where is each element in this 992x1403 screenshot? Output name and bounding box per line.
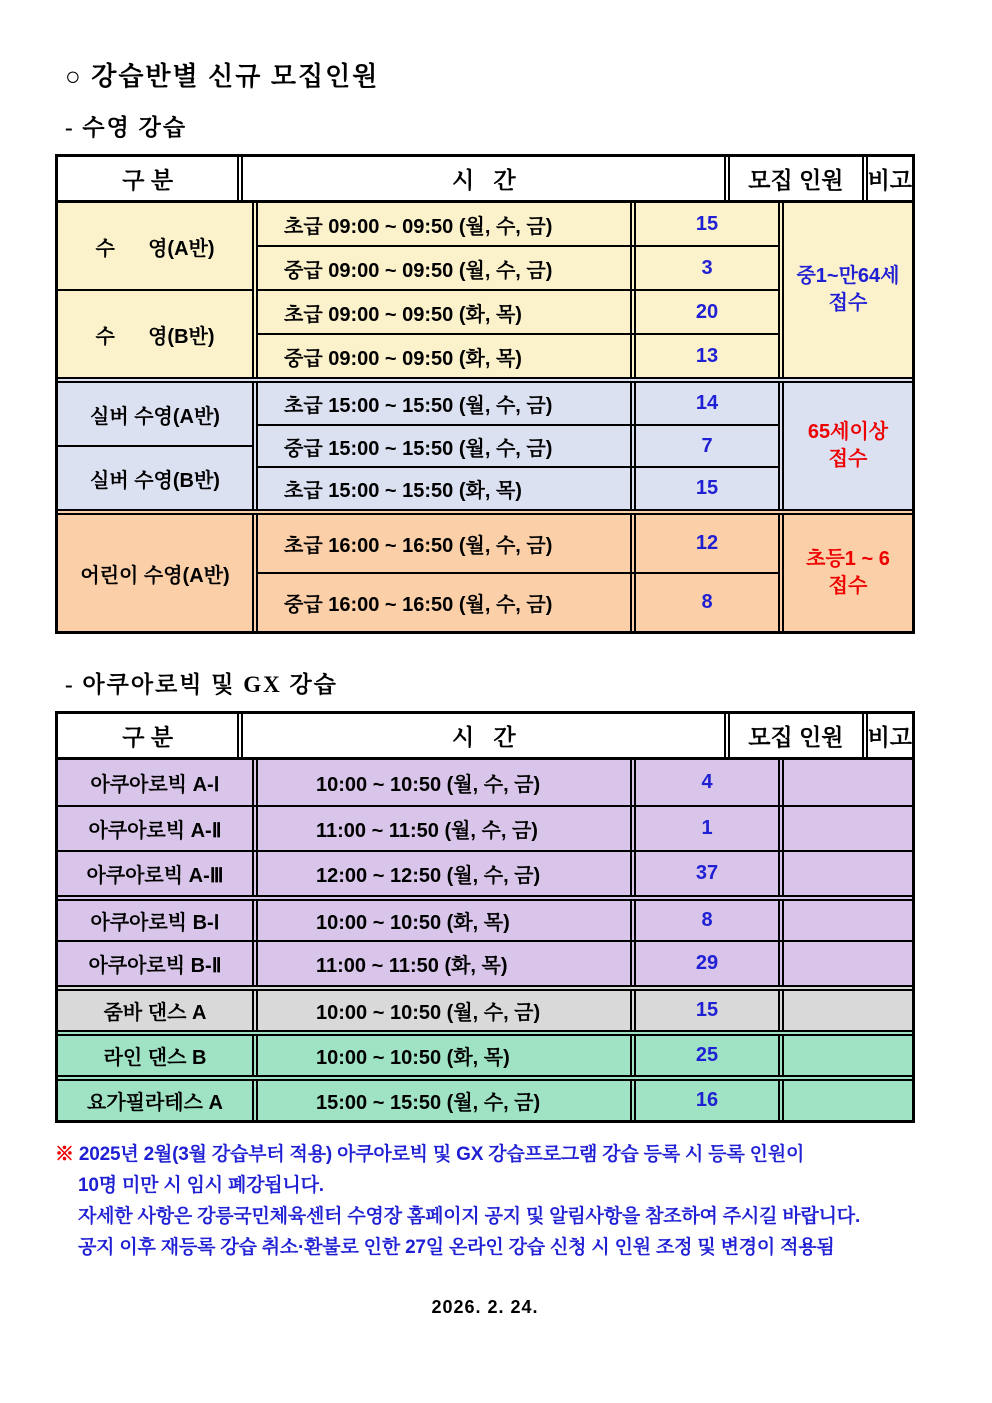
time-cell: 10:00 ~ 10:50 (월, 수, 금)	[252, 991, 630, 1030]
group-time-column	[252, 203, 778, 377]
remark-cell	[778, 1036, 912, 1075]
remark-line: 접수	[828, 448, 868, 470]
class-label: 아쿠아로빅 A-Ⅱ	[88, 820, 222, 842]
column-header-time: 시 간	[237, 714, 724, 757]
time-cell: 중급 09:00 ~ 09:50 (월, 수, 금)	[284, 259, 553, 282]
note-line-4: 공지 이후 재등록 강습 취소·환불로 인한 27일 온라인 강습 신청 시 인원 조정 및 변경이 적용됨	[78, 1237, 835, 1258]
capacity-cell: 29	[630, 942, 778, 985]
class-label: 아쿠아로빅 B-Ⅰ	[90, 912, 220, 934]
time-cell: 12:00 ~ 12:50 (월, 수, 금)	[252, 852, 630, 895]
class-label: 실버 수영(A반)	[90, 405, 220, 428]
note-text: 2025년 2월(3월 강습부터 적용) 아쿠아로빅 및 GX 강습프로그램 강습 등록 시 등록 인원이	[78, 1144, 805, 1165]
table-row	[58, 1030, 912, 1075]
class-label: 아쿠아로빅 A-Ⅲ	[86, 865, 224, 887]
page-title: ○ 강습반별 신규 모집인원	[65, 62, 380, 91]
note-line-1	[55, 1139, 955, 1170]
note-line-3: 자세한 사항은 강릉국민체육센터 수영장 홈페이지 공지 및 알림사항을 참조하여 주시길 바랍니다.	[78, 1206, 861, 1227]
remark-cell	[778, 203, 912, 377]
time-cell: 10:00 ~ 10:50 (화, 목)	[252, 1036, 630, 1075]
table-row	[258, 424, 778, 467]
group-label-column	[58, 515, 252, 631]
time-cell: 초급 15:00 ~ 15:50 (화, 목)	[284, 480, 522, 503]
column-header-category: 구 분	[122, 167, 174, 193]
column-header-time: 시 간	[237, 157, 724, 200]
capacity-cell: 12	[630, 515, 778, 572]
table-row	[258, 572, 778, 631]
class-label: 요가필라테스 A	[87, 1092, 223, 1114]
class-label: 라인 댄스 B	[103, 1047, 207, 1069]
remark-cell	[778, 383, 912, 509]
swim-group-general	[58, 203, 912, 377]
swim-group-silver	[58, 377, 912, 509]
table-row	[258, 383, 778, 424]
table-row	[58, 1075, 912, 1120]
time-cell: 11:00 ~ 11:50 (화, 목)	[252, 942, 630, 985]
table-row	[58, 985, 912, 1030]
group-time-column	[252, 383, 778, 509]
swim-table	[55, 154, 915, 634]
class-label: 수 영(A반)	[95, 237, 215, 260]
time-cell: 중급 09:00 ~ 09:50 (화, 목)	[284, 347, 522, 370]
reference-mark: ※	[55, 1144, 74, 1165]
gx-table-header-row	[58, 714, 912, 760]
swim-table-header-row	[58, 157, 912, 203]
document-date: 2026. 2. 24.	[431, 1297, 539, 1317]
remark-line: 접수	[828, 575, 868, 597]
table-row	[258, 203, 778, 245]
table-row	[258, 333, 778, 377]
table-row	[258, 289, 778, 333]
capacity-cell: 15	[630, 991, 778, 1030]
remark-cell	[778, 515, 912, 631]
swim-section-subtitle: - 수영 강습	[65, 115, 188, 140]
class-label: 아쿠아로빅 B-Ⅱ	[88, 955, 222, 977]
time-cell: 10:00 ~ 10:50 (화, 목)	[252, 901, 630, 940]
capacity-cell: 16	[630, 1081, 778, 1120]
table-row	[258, 245, 778, 289]
capacity-cell: 14	[630, 383, 778, 424]
capacity-cell: 13	[630, 335, 778, 377]
remark-cell	[778, 807, 912, 850]
capacity-cell: 15	[630, 203, 778, 245]
table-row	[258, 515, 778, 572]
capacity-cell: 37	[630, 852, 778, 895]
capacity-cell: 25	[630, 1036, 778, 1075]
column-header-remark: 비고	[862, 714, 912, 757]
time-cell: 초급 09:00 ~ 09:50 (화, 목)	[284, 303, 522, 326]
remark-cell	[778, 1081, 912, 1120]
capacity-cell: 8	[630, 574, 778, 631]
class-label: 줌바 댄스 A	[103, 1002, 207, 1024]
remark-cell	[778, 991, 912, 1030]
time-cell: 15:00 ~ 15:50 (월, 수, 금)	[252, 1081, 630, 1120]
capacity-cell: 7	[630, 426, 778, 467]
remark-cell	[778, 760, 912, 805]
table-row	[58, 940, 912, 985]
table-row	[58, 760, 912, 805]
group-label-column	[58, 203, 252, 377]
capacity-cell: 3	[630, 247, 778, 289]
time-cell: 초급 16:00 ~ 16:50 (월, 수, 금)	[284, 535, 553, 557]
remark-cell	[778, 942, 912, 985]
table-row	[58, 805, 912, 850]
remark-line: 접수	[828, 292, 868, 314]
class-label: 아쿠아로빅 A-Ⅰ	[90, 774, 220, 796]
remark-line: 중1~만64세	[796, 265, 900, 287]
footnotes	[55, 1139, 955, 1263]
gx-table	[55, 711, 915, 1123]
column-header-capacity: 모집 인원	[724, 714, 861, 757]
capacity-cell: 20	[630, 291, 778, 333]
table-row	[258, 466, 778, 509]
capacity-cell: 1	[630, 807, 778, 850]
table-row	[58, 895, 912, 940]
time-cell: 중급 15:00 ~ 15:50 (월, 수, 금)	[284, 437, 553, 460]
class-label: 실버 수영(B반)	[58, 445, 252, 509]
time-cell: 10:00 ~ 10:50 (월, 수, 금)	[252, 760, 630, 805]
remark-line: 초등1 ~ 6	[806, 548, 890, 570]
gx-section-subtitle: - 아쿠아로빅 및 GX 강습	[65, 672, 338, 697]
time-cell: 초급 09:00 ~ 09:50 (월, 수, 금)	[284, 215, 553, 238]
swim-group-kids	[58, 509, 912, 631]
column-header-capacity: 모집 인원	[724, 157, 861, 200]
column-header-category: 구 분	[122, 724, 174, 750]
capacity-cell: 15	[630, 468, 778, 509]
time-cell: 중급 16:00 ~ 16:50 (월, 수, 금)	[284, 594, 553, 616]
capacity-cell: 8	[630, 901, 778, 940]
capacity-cell: 4	[630, 760, 778, 805]
time-cell: 11:00 ~ 11:50 (월, 수, 금)	[252, 807, 630, 850]
time-cell: 초급 15:00 ~ 15:50 (월, 수, 금)	[284, 394, 553, 417]
class-label: 수 영(B반)	[58, 289, 252, 377]
table-row	[58, 850, 912, 895]
note-line-2: 10명 미만 시 임시 폐강됩니다.	[78, 1175, 324, 1196]
column-header-remark: 비고	[862, 157, 912, 200]
group-label-column	[58, 383, 252, 509]
group-time-column	[252, 515, 778, 631]
remark-cell	[778, 901, 912, 940]
remark-cell	[778, 852, 912, 895]
remark-line: 65세이상	[807, 421, 889, 443]
class-label: 어린이 수영(A반)	[80, 564, 230, 587]
